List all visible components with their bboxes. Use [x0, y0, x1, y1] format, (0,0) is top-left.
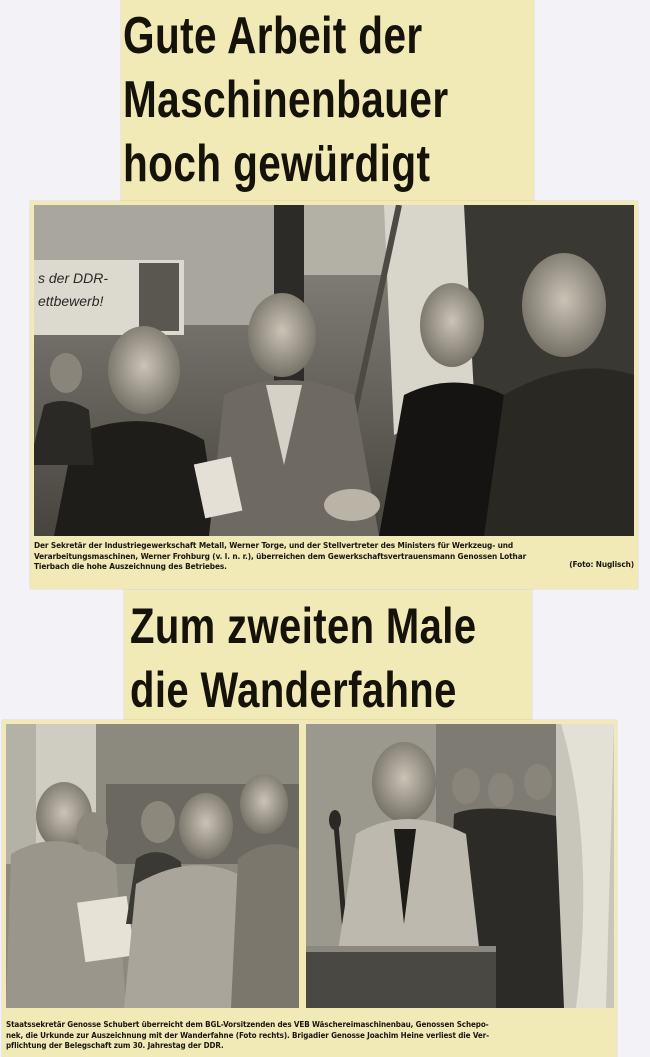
- caption-2-line: pflichtung der Belegschaft zum 30. Jahrestag der DDR.: [6, 1041, 224, 1050]
- banner-text: s der DDR-: [38, 270, 109, 286]
- photo-1-drawing: [34, 205, 634, 536]
- caption-2-line: nek, die Urkunde zur Auszeichnung mit der Wanderfahne (Foto rechts). Brigadier Genosse Joachim Heine verliest die Ver-: [6, 1030, 489, 1040]
- photo-speaker: [306, 724, 614, 1008]
- caption-2: [6, 1020, 616, 1052]
- headline-1-line: hoch gewürdigt: [123, 135, 431, 193]
- banner-text: ettbewerb!: [38, 293, 104, 309]
- headline-1-line: Gute Arbeit der: [123, 7, 423, 65]
- headline-2: [130, 594, 476, 722]
- caption-1-line: Der Sekretär der Industriegewerkschaft Metall, Werner Torge, und der Stellvertreter des Ministers für Werkzeug- und: [34, 540, 514, 550]
- headline-1-line: Maschinenbauer: [123, 71, 449, 129]
- caption-1-line: [34, 561, 634, 572]
- headline-2-line: Zum zweiten Male: [130, 598, 477, 654]
- caption-2-line: Staatssekretär Genosse Schubert überreicht dem BGL-Vorsitzenden des VEB Wäschereimaschinenbau, Genossen Schepo-: [6, 1020, 489, 1029]
- photo-3-drawing: [306, 724, 614, 1008]
- caption-1-line: Verarbeitungsmaschinen, Werner Frohburg (v. l. n. r.), überreichen dem Gewerkschaftsvertrauensmann Genossen Lothar: [34, 550, 527, 561]
- caption-1-text: Tierbach die hohe Auszeichnung des Betriebes.: [34, 561, 227, 571]
- photo-award-ceremony: [34, 205, 634, 536]
- headline-2-line: die Wanderfahne: [130, 662, 457, 718]
- headline-1: [123, 4, 449, 196]
- caption-1: [34, 540, 634, 572]
- photo-2-drawing: [6, 724, 299, 1008]
- photo-credit: (Foto: Nuglisch): [569, 561, 634, 569]
- photo-certificate-handover: [6, 724, 299, 1008]
